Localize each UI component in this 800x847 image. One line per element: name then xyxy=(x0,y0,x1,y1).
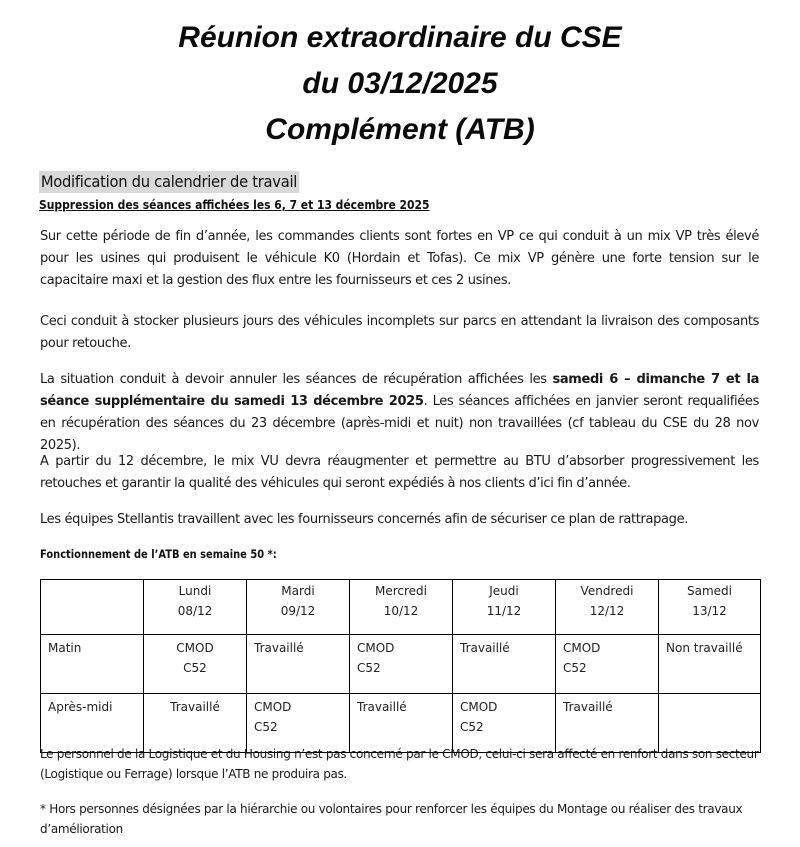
title-line-1: Réunion extraordinaire du CSE xyxy=(178,21,622,54)
table-cell: CMOD C52 xyxy=(144,635,247,694)
table-cell: Travaillé xyxy=(350,694,453,753)
table-header-row xyxy=(41,580,761,635)
table-cell: Travaillé xyxy=(247,635,350,694)
footnote: * Hors personnes désignées par la hiérarchie ou volontaires pour renforcer les équipes du Montage ou réaliser des travaux d’amélioration xyxy=(40,802,743,836)
section-heading: Modification du calendrier de travail xyxy=(40,172,298,191)
note-logistics: Le personnel de la Logistique et du Housing n’est pas concerné par le CMOD, celui-ci sera affecté en renfort dans son secteur (Logistique ou Ferrage) lorsque l’ATB ne produira pas. xyxy=(40,747,759,781)
cancellation-dates-bold: samedi 6 – dimanche 7 et la séance supplémentaire du samedi 13 décembre 2025 xyxy=(40,372,760,409)
paragraph-vu-mix: A partir du 12 décembre, le mix VU devra réaugmenter et permettre au BTU d’absorber progressivement les retouches et garantir la qualité des véhicules qui seront expédiés à nos clients d’ici fin d’année. xyxy=(40,454,759,491)
document-title xyxy=(0,15,800,153)
title-line-3: Complément (ATB) xyxy=(265,113,535,146)
paragraph-stock: Ceci conduit à stocker plusieurs jours des véhicules incomplets sur parcs en attendant la livraison des composants pour retouche. xyxy=(40,314,759,351)
section-subheading: Suppression des séances affichées les 6, 7 et 13 décembre 2025 xyxy=(39,197,430,212)
header-day-cell: Jeudi 11/12 xyxy=(453,580,556,635)
header-day-cell: Lundi 08/12 xyxy=(144,580,247,635)
table-cell: CMOD C52 xyxy=(247,694,350,753)
table-row-matin xyxy=(41,635,761,694)
header-day-cell: Mercredi 10/12 xyxy=(350,580,453,635)
table-caption: Fonctionnement de l’ATB en semaine 50 *: xyxy=(40,547,277,561)
table-cell: Travaillé xyxy=(453,635,556,694)
header-day-cell: Vendredi 12/12 xyxy=(556,580,659,635)
header-empty-cell xyxy=(41,580,144,635)
row-label: Matin xyxy=(41,635,144,694)
table-cell: CMOD C52 xyxy=(453,694,556,753)
cancellation-text-end: . Les séances affichées en janvier seront requalifiées en récupération des séances du 23 décembre (après-midi et nuit) non travaillées (cf tableau du CSE du 28 nov 2025). xyxy=(40,394,759,453)
paragraph-context: Sur cette période de fin d’année, les commandes clients sont fortes en VP ce qui conduit à un mix VP très élevé pour les usines qui produisent le véhicule K0 (Hordain et Tofas). Ce mix VP génère une forte tension sur le capacitaire maxi et la gestion des flux entre les fournisseurs et ces 2 usines. xyxy=(40,229,759,288)
header-day-cell: Samedi 13/12 xyxy=(659,580,761,635)
title-line-2: du 03/12/2025 xyxy=(302,67,498,100)
table-cell: Travaillé xyxy=(144,694,247,753)
paragraph-suppliers: Les équipes Stellantis travaillent avec les fournisseurs concernés afin de sécuriser ce plan de rattrapage. xyxy=(40,512,689,527)
table-cell: CMOD C52 xyxy=(556,635,659,694)
cancellation-text-start: La situation conduit à devoir annuler les séances de récupération affichées les xyxy=(40,372,553,387)
table-cell: Non travaillé xyxy=(659,635,761,694)
schedule-table xyxy=(40,579,761,753)
paragraph-cancellation xyxy=(40,369,759,457)
row-label: Après-midi xyxy=(41,694,144,753)
table-cell: CMOD C52 xyxy=(350,635,453,694)
table-cell: Travaillé xyxy=(556,694,659,753)
header-day-cell: Mardi 09/12 xyxy=(247,580,350,635)
